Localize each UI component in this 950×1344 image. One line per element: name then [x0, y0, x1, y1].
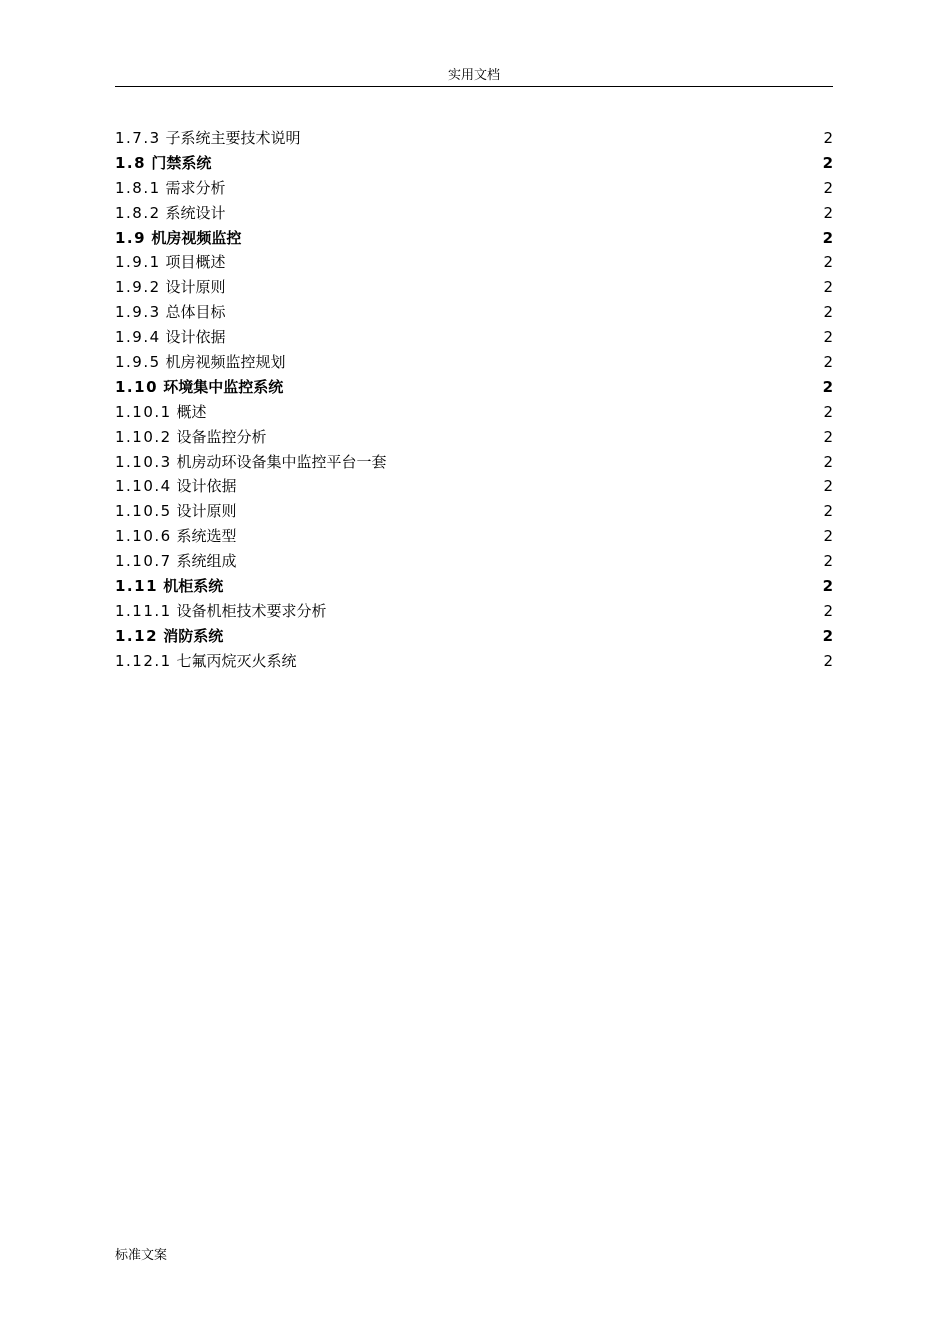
- toc-entry-number: 1.10.5: [115, 502, 172, 521]
- toc-entry-label: 总体目标: [165, 303, 226, 322]
- toc-entry-page-number: 2: [823, 353, 833, 372]
- toc-entry-number: 1.10.2: [115, 427, 172, 446]
- toc-entry[interactable]: [115, 300, 833, 325]
- toc-entry-number: 1.10.7: [115, 552, 172, 571]
- toc-entry-label: 子系统主要技术说明: [165, 129, 301, 147]
- toc-entry-title: [115, 425, 267, 450]
- toc-entry-page-number: 2: [823, 278, 833, 297]
- toc-entry[interactable]: [115, 201, 833, 226]
- toc-entry-label: 机房动环设备集中监控平台一套: [176, 452, 387, 471]
- toc-entry-title: [115, 250, 225, 275]
- toc-entry-number: 1.8.2: [115, 203, 161, 222]
- toc-entry-label: 系统组成: [176, 552, 237, 571]
- toc-entry[interactable]: [115, 325, 833, 350]
- toc-entry-title: [115, 126, 300, 151]
- toc-entry-number: 1.9.4: [115, 328, 161, 347]
- toc-entry[interactable]: [115, 275, 833, 300]
- toc-entry-page-number: 2: [823, 402, 833, 421]
- toc-entry[interactable]: [115, 425, 833, 450]
- toc-entry-number: 1.10.6: [115, 527, 172, 546]
- toc-entry-title: [115, 275, 225, 300]
- toc-entry-title: [115, 300, 225, 325]
- toc-entry-page-number: 2: [823, 203, 833, 222]
- toc-entry-number: 1.9.3: [115, 303, 161, 322]
- toc-entry-page-number: 2: [823, 427, 833, 446]
- toc-entry-page-number: 2: [823, 129, 833, 147]
- toc-entry[interactable]: [115, 176, 833, 201]
- toc-entry-title: [115, 649, 297, 674]
- toc-entry-page-number: 2: [823, 303, 833, 322]
- toc-entry-page-number: 2: [823, 328, 833, 347]
- toc-entry-title: [115, 549, 237, 574]
- toc-entry[interactable]: [115, 524, 833, 549]
- toc-entry[interactable]: [115, 400, 833, 425]
- toc-entry-label: 门禁系统: [151, 153, 212, 172]
- toc-entry[interactable]: [115, 624, 833, 649]
- toc-entry-number: 1.10.4: [115, 477, 172, 496]
- toc-entry-label: 项目概述: [165, 253, 226, 272]
- toc-entry-label: 系统选型: [176, 527, 237, 546]
- toc-entry-title: [115, 325, 225, 350]
- toc-entry-page-number: 2: [823, 502, 833, 521]
- toc-entry-label: 设计依据: [176, 477, 237, 496]
- toc-entry-label: 环境集中监控系统: [163, 377, 284, 396]
- toc-entry-label: 消防系统: [163, 626, 224, 645]
- toc-entry-title: [115, 624, 223, 649]
- toc-entry[interactable]: [115, 151, 833, 176]
- toc-entry-number: 1.10.1: [115, 402, 172, 421]
- toc-entry-label: 设备机柜技术要求分析: [176, 601, 327, 620]
- toc-entry[interactable]: [115, 649, 833, 674]
- toc-entry-number: 1.8.1: [115, 178, 161, 197]
- toc-entry[interactable]: [115, 499, 833, 524]
- toc-entry-number: 1.11: [115, 577, 159, 596]
- page-footer: 标准文案: [115, 1248, 168, 1263]
- toc-entry-title: [115, 375, 283, 400]
- toc-entry[interactable]: [115, 375, 833, 400]
- toc-entry[interactable]: [115, 549, 833, 574]
- toc-entry-title: [115, 201, 225, 226]
- toc-entry-label: 七氟丙烷灭火系统: [176, 651, 297, 670]
- toc-entry-label: 系统设计: [165, 203, 226, 222]
- toc-entry-label: 设计依据: [165, 328, 226, 347]
- header-rule: [115, 86, 833, 87]
- toc-entry-label: 概述: [176, 402, 207, 421]
- toc-entry-title: [115, 574, 223, 599]
- toc-entry-number: 1.9: [115, 228, 147, 247]
- toc-entry-label: 设备监控分析: [176, 427, 267, 446]
- toc-entry[interactable]: [115, 126, 833, 151]
- toc-entry[interactable]: [115, 350, 833, 375]
- toc-entry-page-number: 2: [823, 552, 833, 571]
- toc-entry-number: 1.7.3: [115, 129, 161, 147]
- toc-entry-number: 1.10.3: [115, 452, 172, 471]
- toc-entry[interactable]: [115, 250, 833, 275]
- toc-entry-label: 需求分析: [165, 178, 226, 197]
- toc-entry-title: [115, 176, 225, 201]
- toc-entry-label: 机房视频监控规划: [165, 353, 286, 372]
- toc-entry-label: 机柜系统: [163, 577, 224, 596]
- toc-entry[interactable]: [115, 450, 833, 475]
- toc-entry-title: [115, 499, 237, 524]
- toc-entry-title: [115, 226, 241, 251]
- toc-entry-number: 1.10: [115, 377, 159, 396]
- toc-entry-number: 1.12.1: [115, 651, 172, 670]
- toc-entry-label: 机房视频监控: [151, 228, 242, 247]
- toc-entry-page-number: 2: [822, 577, 833, 596]
- toc-entry-label: 设计原则: [165, 278, 226, 297]
- toc-entry[interactable]: [115, 226, 833, 251]
- toc-entry-page-number: 2: [822, 153, 833, 172]
- toc-entry-page-number: 2: [823, 452, 833, 471]
- toc-entry-number: 1.9.1: [115, 253, 161, 272]
- toc-entry-page-number: 2: [822, 377, 833, 396]
- toc-entry[interactable]: [115, 599, 833, 624]
- toc-entry-page-number: 2: [822, 228, 833, 247]
- toc-entry-page-number: 2: [822, 626, 833, 645]
- toc-entry-title: [115, 450, 387, 475]
- table-of-contents: [115, 126, 833, 674]
- toc-entry-page-number: 2: [823, 651, 833, 670]
- toc-entry[interactable]: [115, 574, 833, 599]
- toc-entry-number: 1.8: [115, 153, 147, 172]
- toc-entry-page-number: 2: [823, 477, 833, 496]
- toc-entry-title: [115, 599, 327, 624]
- toc-entry-title: [115, 400, 207, 425]
- toc-entry-page-number: 2: [823, 601, 833, 620]
- toc-entry-title: [115, 474, 237, 499]
- toc-entry-number: 1.9.5: [115, 353, 161, 372]
- toc-entry-title: [115, 350, 285, 375]
- toc-entry-page-number: 2: [823, 527, 833, 546]
- toc-entry-page-number: 2: [823, 178, 833, 197]
- toc-entry[interactable]: [115, 474, 833, 499]
- toc-entry-title: [115, 524, 237, 549]
- toc-entry-page-number: 2: [823, 253, 833, 272]
- toc-entry-number: 1.11.1: [115, 601, 172, 620]
- toc-entry-number: 1.12: [115, 626, 159, 645]
- toc-entry-number: 1.9.2: [115, 278, 161, 297]
- toc-entry-label: 设计原则: [176, 502, 237, 521]
- page-header: 实用文档: [447, 68, 500, 83]
- toc-entry-title: [115, 151, 211, 176]
